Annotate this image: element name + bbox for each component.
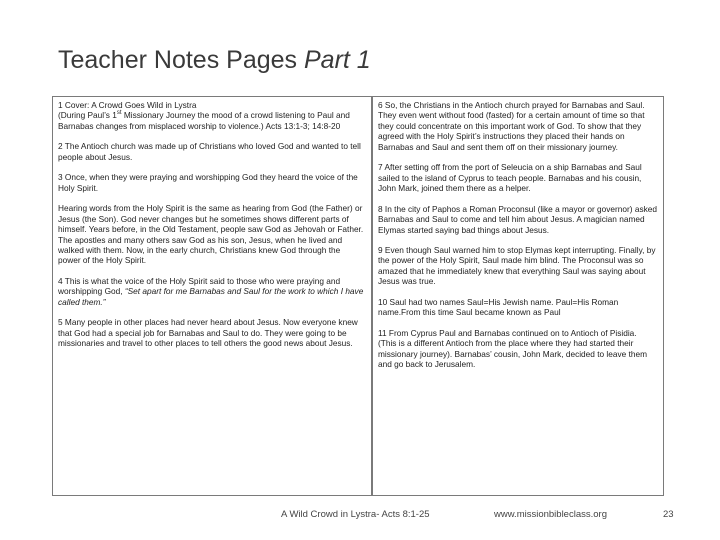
page-number: 23 bbox=[663, 509, 674, 520]
note-3: 3 Once, when they were praying and worshipping God they heard the voice of the Holy Spirit. bbox=[58, 172, 358, 193]
footer-lesson-title: A Wild Crowd in Lystra- Acts 8:1-25 bbox=[281, 509, 430, 520]
note-1 bbox=[58, 100, 365, 131]
notes-panel-left bbox=[52, 96, 372, 496]
notes-panel-right bbox=[372, 96, 664, 496]
note-7: 7 After setting off from the port of Seleucia on a ship Barnabas and Saul sailed to the island of Cyprus to teach people. Barnabas and his cousin, John Mark, joined them there as a helper. bbox=[378, 162, 642, 194]
note-1-body-end: Missionary Journey the mood of a crowd listening to Paul and Barnabas changes from misplaced worship to violence.) Acts 13:1-3; 14:8-20 bbox=[58, 110, 350, 131]
note-1-superscript: st bbox=[116, 110, 122, 117]
note-4-quote: “Set apart for me Barnabas and Saul for the work to which I have called them.” bbox=[58, 286, 364, 307]
title-part: Part 1 bbox=[303, 46, 371, 74]
note-5: 5 Many people in other places had never heard about Jesus. Now everyone knew that God had a special job for Barnabas and Saul to do. They were going to be missionaries and travel to other places to tell others the good news about Jesus. bbox=[58, 317, 358, 349]
note-2: 2 The Antioch church was made up of Christians who loved God and wanted to tell people about Jesus. bbox=[58, 141, 361, 162]
page-title bbox=[58, 46, 371, 75]
note-1-body-start: (During Paul’s 1 bbox=[58, 110, 117, 121]
page-footer bbox=[0, 509, 720, 523]
note-6: 6 So, the Christians in the Antioch church prayed for Barnabas and Saul. They even went without food (fasted) for a certain amount of time so that they could concentrate on this important work of God. To show that they agreed with the Holy Spirit’s instructions they placed their hands on Barnabas and Saul and sent them off on their missionary journey. bbox=[378, 100, 645, 152]
note-3-explanation: Hearing words from the Holy Spirit is the same as hearing from God (the Father) or Jesus (the Son). God never changes but he sometimes shows different parts of himself. Years before, in the Old Testament, people saw God as Jehovah or Father. The apostles and many others saw God as his son, Jesus, when he lived and walked with them. Now, in the early church, Christians knew God through the power of the Holy Spirit. bbox=[58, 203, 364, 266]
footer-website: www.missionbibleclass.org bbox=[494, 509, 607, 520]
note-1-title: 1 Cover: A Crowd Goes Wild in Lystra bbox=[58, 100, 197, 110]
note-4-text: 4 This is what the voice of the Holy Spirit said to those who were praying and worshipping God, bbox=[58, 275, 341, 297]
note-4 bbox=[58, 276, 365, 307]
note-11: 11 From Cyprus Paul and Barnabas continued on to Antioch of Pisidia. (This is a different Antioch from the place where they had started their missionary journey). Barnabas’ cousin, John Mark, decided to leave them and go back to Jerusalem. bbox=[378, 327, 648, 370]
title-main: Teacher Notes Pages bbox=[58, 46, 298, 74]
note-1-body bbox=[58, 110, 365, 131]
note-8: 8 In the city of Paphos a Roman Proconsul (like a mayor or governor) asked Barnabas and Saul to come and tell him about Jesus. A magician named Elymas started saying bad things about Jesus. bbox=[378, 203, 658, 235]
note-10: 10 Saul had two names Saul=His Jewish name. Paul=His Roman name.From this time Saul became known as Paul bbox=[378, 296, 619, 318]
note-9: 9 Even though Saul warned him to stop Elymas kept interrupting. Finally, by the power of the Holy Spirit, Saul made him blind. The Proconsul was so amazed that he immediately knew that everything Saul was saying about Jesus was true. bbox=[378, 244, 656, 287]
